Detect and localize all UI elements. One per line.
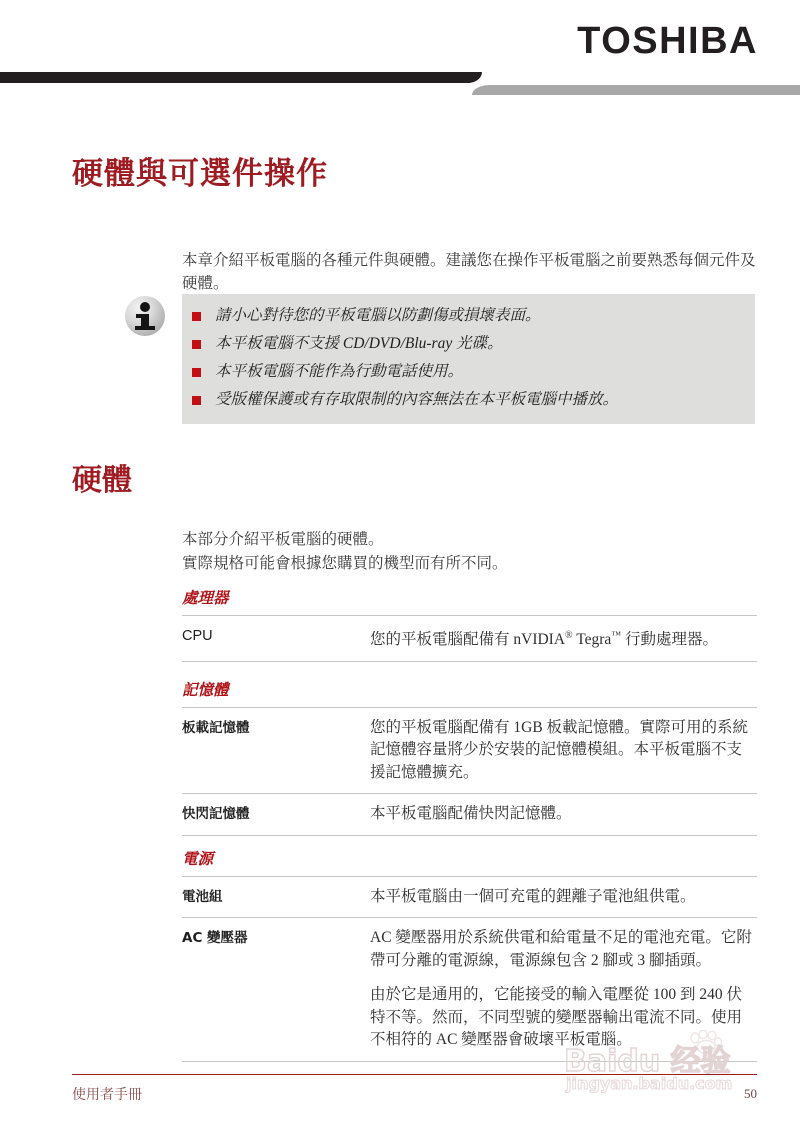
- header-gray-rule: [492, 85, 800, 95]
- footer-rule: [72, 1074, 757, 1075]
- note-text: 本平板電腦不能作為行動電話使用。: [215, 363, 464, 380]
- info-icon: [125, 296, 165, 336]
- bullet-square-icon: [192, 340, 201, 349]
- spec-row: [182, 616, 757, 662]
- spec-subheading-processor: 處理器: [182, 582, 757, 616]
- spec-value-paragraph: AC 變壓器用於系統供電和給電量不足的電池充電。它附帶可分離的電源線，電源線包含 2 腳或 3 腳插頭。: [370, 929, 752, 969]
- note-list-item: [182, 358, 755, 386]
- specification-tables: [182, 582, 757, 1062]
- footer-document-title: 使用者手冊: [72, 1088, 142, 1103]
- bullet-square-icon: [192, 368, 201, 377]
- note-text: 受版權保護或有存取限制的內容無法在本平板電腦中播放。: [215, 391, 619, 408]
- info-icon-dot: [140, 302, 150, 312]
- spec-label: CPU: [182, 628, 213, 644]
- watermark-sub-text: jingyan.baidu.com: [566, 1074, 733, 1093]
- toshiba-logo: TOSHIBA: [577, 20, 758, 62]
- spec-value: [370, 625, 757, 652]
- spec-value: [370, 927, 757, 1052]
- page-header: [0, 0, 800, 100]
- hardware-intro-line-1: 本部分介紹平板電腦的硬體。: [182, 531, 384, 548]
- spec-value: [370, 803, 757, 826]
- chapter-intro-paragraph: 本章介紹平板電腦的各種元件與硬體。建議您在操作平板電腦之前要熟悉每個元件及硬體。: [182, 252, 756, 292]
- footer-page-number: 50: [744, 1086, 757, 1101]
- chapter-title: 硬體與可選件操作: [72, 156, 328, 192]
- note-list: [182, 302, 755, 414]
- bullet-square-icon: [192, 396, 201, 405]
- spec-row: [182, 918, 757, 1062]
- spec-value-paragraph: 您的平板電腦配備有 1GB 板載記憶體。實際可用的系統記憶體容量將少於安裝的記憶體模組。本平板電腦不支援記憶體擴充。: [370, 718, 749, 781]
- spec-row: [182, 877, 757, 919]
- note-list-item: [182, 302, 755, 330]
- section-heading-hardware: 硬體: [72, 463, 132, 498]
- header-black-rule: [0, 72, 470, 83]
- spec-subheading-power: 電源: [182, 836, 757, 877]
- spec-label: 快閃記憶體: [182, 806, 250, 823]
- note-text: 請小心對待您的平板電腦以防劃傷或損壞表面。: [215, 307, 541, 324]
- spec-subheading-memory: 記憶體: [182, 662, 757, 708]
- spec-value-paragraph: 本平板電腦由一個可充電的鋰離子電池組供電。: [370, 887, 696, 905]
- note-box: [182, 294, 755, 424]
- note-list-item: [182, 386, 755, 414]
- hardware-intro-paragraph: [182, 528, 757, 576]
- spec-label: 板載記憶體: [182, 719, 250, 736]
- spec-value: [370, 717, 757, 785]
- note-text: 本平板電腦不支援 CD/DVD/Blu-ray 光碟。: [215, 335, 503, 352]
- spec-label: 電池組: [182, 888, 223, 905]
- spec-value-paragraph: 您的平板電腦配備有 nVIDIA® Tegra™ 行動處理器。: [370, 630, 718, 649]
- spec-label: AC 變壓器: [182, 930, 248, 947]
- spec-value: [370, 886, 757, 909]
- watermark-main-text: Baidu 经验: [564, 1044, 731, 1079]
- spec-value-paragraph: 由於它是通用的，它能接受的輸入電壓從 100 到 240 伏特不等。然而，不同型號的變壓器輸出電流不同。使用不相符的 AC 變壓器會破壞平板電腦。: [370, 986, 743, 1049]
- spec-row: [182, 708, 757, 795]
- spec-value-paragraph: 本平板電腦配備快閃記憶體。: [370, 805, 572, 823]
- spec-row: [182, 794, 757, 836]
- bullet-square-icon: [192, 312, 201, 321]
- note-list-item: [182, 330, 755, 358]
- hardware-intro-line-2: 實際規格可能會根據您購買的機型而有所不同。: [182, 555, 508, 572]
- info-icon-foot: [135, 326, 155, 330]
